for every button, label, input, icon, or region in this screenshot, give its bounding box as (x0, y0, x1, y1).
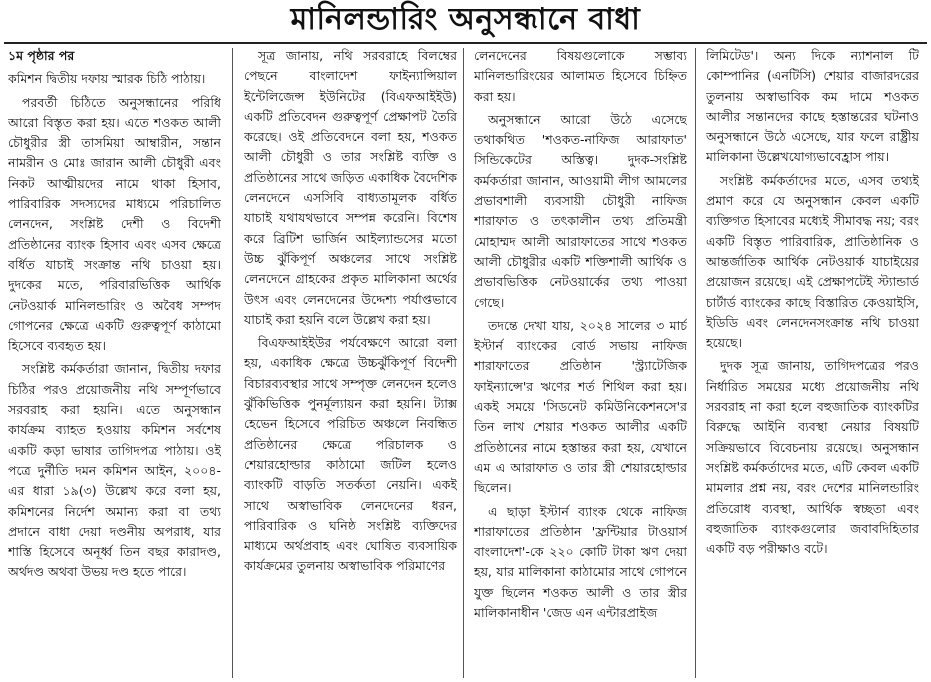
article-column-2 (244, 46, 457, 680)
article-column-3 (474, 46, 687, 680)
article-paragraph: লেনদেনের বিষয়গুলোকে সম্ভাব্য মানিলন্ডারিংয়ের আলামত হিসেবে চিহ্নিত করা হয়। (474, 48, 687, 104)
column-divider (695, 48, 696, 678)
article-paragraph: পরবর্তী চিঠিতে অনুসন্ধানের পরিধি আরো বিস্তৃত করা হয়। এতে শওকত আলী চৌধুরীর স্ত্রী তাসমিয়া আম্বারীন, সন্তান নামরীন ও মোঃ জারান আলী চৌধুরী এবং নিকট আত্মীয়দের নামে থাকা হিসাব, পারিবারিক সদস্যদের মাধ্যমে পরিচালিত লেনদেন, সংশ্লিষ্ট দেশী ও বিদেশী প্রতিষ্ঠানের ব্যাংক হিসাব এবং এসব ক্ষেত্রে বর্ধিত যাচাই সংক্রান্ত নথি চাওয়া হয়। দুদকের মতে, পরিবারভিত্তিক আর্থিক নেটওয়ার্ক মানিলন্ডারিং ও অবৈধ সম্পদ গোপনের ক্ষেত্রে একটি গুরুত্বপূর্ণ কাঠামো হিসেবে ব্যবহৃত হয়। (8, 94, 221, 354)
article-paragraph: সূত্র জানায়, নথি সরবরাহে বিলম্বের পেছনে বাংলাদেশ ফাইন্যান্সিয়াল ইন্টেলিজেন্স ইউনিটের (বিএফআইইউ) একটি প্রতিবেদন গুরুত্বপূর্ণ প্রেক্ষাপট তৈরি করেছে। ওই প্রতিবেদনে বলা হয়, শওকত আলী চৌধুরী ও তার সংশ্লিষ্ট ব্যক্তি ও প্রতিষ্ঠানের সাথে জড়িত একাধিক বৈদেশিক লেনদেনে এসসিবি বাধ্যতামূলক বর্ধিত যাচাই যথাযথভাবে সম্পন্ন করেনি। বিশেষ করে ব্রিটিশ ভার্জিন আইল্যান্ডসের মতো উচ্চ ঝুঁকিপূর্ণ অঞ্চলের সাথে সংশ্লিষ্ট লেনদেনে গ্রাহকের প্রকৃত মালিকানা অর্থের উৎস এবং লেনদেনের উদ্দেশ্য পর্যাপ্তভাবে যাচাই করা হয়নি বলে উল্লেখ করা হয়। (244, 48, 457, 327)
article-column-1 (8, 46, 221, 680)
article-paragraph: বিএফআইইউর পর্যবেক্ষণে আরো বলা হয়, একাধিক ক্ষেত্রে উচ্চঝুঁকিপূর্ণ বিদেশী বিচারব্যবস্থার সাথে সম্পৃক্ত লেনদেন হলেও ঝুঁকিভিত্তিক পুনর্মূল্যায়ন করা হয়নি। ট্যাক্স হেভেন হিসেবে পরিচিত অঞ্চলে নিবন্ধিত প্রতিষ্ঠানের ক্ষেত্রে পরিচালক ও শেয়ারহোল্ডার কাঠামো জটিল হলেও ব্যাংকটি বাড়তি সতর্কতা নেয়নি। একই সাথে অস্বাভাবিক লেনদেনের ধরন, পারিবারিক ও ঘনিষ্ঠ সংশ্লিষ্ট ব্যক্তিদের মাধ্যমে অর্থপ্রবাহ এবং ঘোষিত ব্যবসায়িক কার্যক্রমের তুলনায় অস্বাভাবিক পরিমাণের (244, 335, 457, 574)
article-paragraph: এ ছাড়া ইস্টার্ন ব্যাংক থেকে নাফিজ শারাফাতের প্রতিষ্ঠান 'ফ্রন্টিয়ার টাওয়ার্স বাংলাদেশ'-কে ২২০ কোটি টাকা ঋণ দেয়া হয়, যার মালিকানা কাঠামোর সাথে গোপনে যুক্ত ছিলেন শওকত আলী ও তার স্ত্রীর মালিকানাধীন 'জেড এন এন্টারপ্রাইজ (474, 503, 687, 621)
headline-rule (4, 42, 927, 44)
column-divider (463, 48, 464, 678)
column-divider (232, 48, 233, 678)
article-column-4 (706, 46, 919, 680)
article-paragraph: কমিশন দ্বিতীয় দফায় স্মারক চিঠি পাঠায়। (8, 71, 206, 87)
article-paragraph: অনুসন্ধানে আরো উঠে এসেছে তথাকথিত 'শওকত-নাফিজ আরাফাত' সিন্ডিকেটের অস্তিত্ব। দুদক-সংশ্লিষ্ট কর্মকর্তারা জানান, আওয়ামী লীগ আমলের প্রভাবশালী ব্যবসায়ী চৌধুরী নাফিজ শারাফাত ও তৎকালীন তথ্য প্রতিমন্ত্রী মোহাম্মদ আলী আরাফাতের সাথে শওকত আলী চৌধুরীর একটি শক্তিশালী আর্থিক ও প্রভাবভিত্তিক নেটওয়ার্কের তথ্য পাওয়া গেছে। (474, 111, 687, 310)
headline: মানিলন্ডারিং অনুসন্ধানে বাধা (290, 2, 641, 37)
article-paragraph: দুদক সূত্র জানায়, তাগিদপত্রের পরও নির্ধারিত সময়ের মধ্যে প্রয়োজনীয় নথি সরবরাহ না করা হলে বহুজাতিক ব্যাংকটির বিরুদ্ধে আইনি ব্যবস্থা নেয়ার বিষয়টি সক্রিয়ভাবে বিবেচনায় রয়েছে। অনুসন্ধান সংশ্লিষ্ট কর্মকর্তাদের মতে, এটি কেবল একটি মামলার প্রশ্ন নয়, বরং দেশের মানিলন্ডারিং প্রতিরোধ ব্যবস্থা, আর্থিক স্বচ্ছতা এবং বহুজাতিক ব্যাংকগুলোর জবাবদিহিতার একটি বড় পরীক্ষাও বটে। (706, 358, 919, 557)
article-paragraph: সংশ্লিষ্ট কর্মকর্তাদের মতে, এসব তথ্যই প্রমাণ করে যে অনুসন্ধান কেবল একটি ব্যক্তিগত হিসাবের মধ্যেই সীমাবদ্ধ নয়; বরং একটি বিস্তৃত পারিবারিক, প্রাতিষ্ঠানিক ও আন্তর্জাতিক আর্থিক নেটওয়ার্ক যাচাইয়ের প্রয়োজন রয়েছে। এই প্রেক্ষাপটেই স্ট্যান্ডার্ড চার্টার্ড ব্যাংকের কাছে বিস্তারিত কেওয়াইসি, ইডিডি এবং লেনদেনসংক্রান্ত নথি চাওয়া হয়েছে। (706, 172, 919, 351)
article-paragraph: তদন্তে দেখা যায়, ২০২৪ সালের ৩ মার্চ ইস্টার্ন ব্যাংকের বোর্ড সভায় নাফিজ শারাফাতের প্রতিষ্ঠান 'স্ট্র্যাটেজিক ফাইন্যান্সে'র ঋণের শর্ত শিথিল করা হয়। একই সময়ে 'সিডনেট কমিউনিকেশনসে'র তিন লাখ শেয়ার শওকত আলীর একটি প্রতিষ্ঠানের নামে হস্তান্তর করা হয়, যেখানে এম এ আরাফাত ও তার স্ত্রী শেয়ারহোল্ডার ছিলেন। (474, 317, 687, 496)
article-paragraph: সংশ্লিষ্ট কর্মকর্তারা জানান, দ্বিতীয় দফার চিঠির পরও প্রয়োজনীয় নথি সম্পূর্ণভাবে সরবরাহ করা হয়নি। এতে অনুসন্ধান কার্যক্রম ব্যাহত হওয়ায় কমিশন সর্বশেষ একটি কড়া ভাষার তাগিদপত্র পাঠায়। ওই পত্রে দুর্নীতি দমন কমিশন আইন, ২০০৪-এর ধারা ১৯(৩) উল্লেখ করে বলা হয়, কমিশনের নির্দেশ অমান্য করা বা তথ্য প্রদানে বাধা দেয়া দণ্ডনীয় অপরাধ, যার শাস্তি হিসেবে অনূর্ধ্ব তিন বছর কারাদণ্ড, অর্থদণ্ড অথবা উভয় দণ্ড হতে পারে। (8, 361, 221, 580)
article-paragraph: লিমিটেড'। অন্য দিকে ন্যাশনাল টি কোম্পানির (এনটিসি) শেয়ার বাজারদরের তুলনায় অস্বাভাবিক কম দামে শওকত আলীর সন্তানদের কাছে হস্তান্তরের ঘটনাও অনুসন্ধানে উঠে এসেছে, যার ফলে রাষ্ট্রীয় মালিকানা উল্লেখযোগ্যভাবেহ্রাস পায়। (706, 48, 919, 165)
continuation-kicker: ১ম পৃষ্ঠার পর (8, 48, 75, 63)
